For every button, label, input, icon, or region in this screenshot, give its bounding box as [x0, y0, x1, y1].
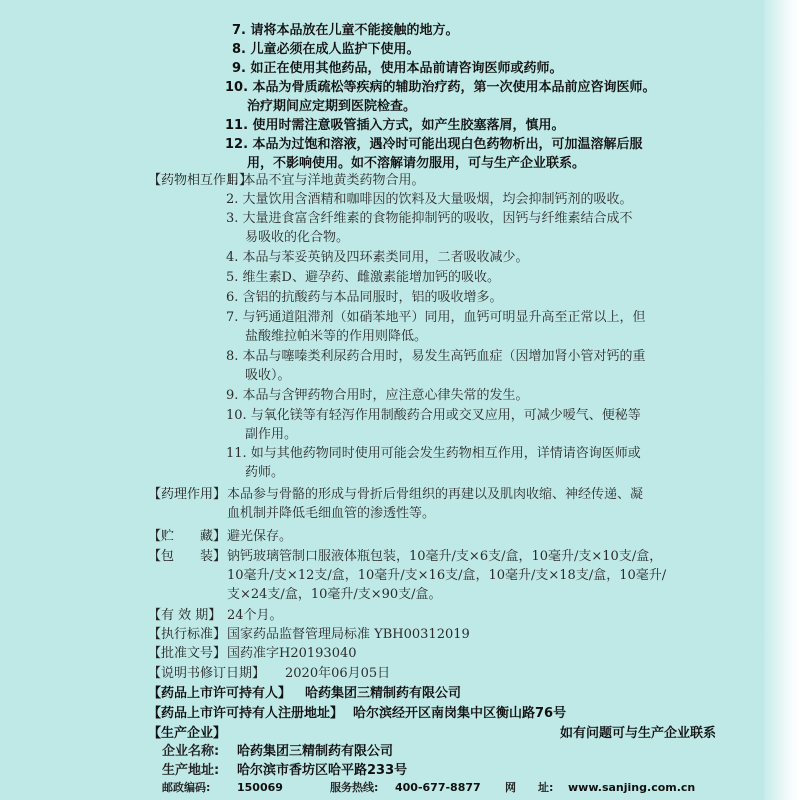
manufacturer-name-value: 哈药集团三精制药有限公司	[237, 744, 394, 759]
revision-value: 2020年06月05日	[285, 666, 391, 681]
section-label-mah: 【药品上市许可持有人】	[148, 686, 292, 701]
interaction-line: 吸收）。	[245, 368, 291, 383]
section-label-revision: 【说明书修订日期】	[148, 666, 266, 681]
packaging-line: 支×24支/盒，10毫升/支×90支/盒。	[227, 587, 442, 602]
section-label-mah-address: 【药品上市许可持有人注册地址】	[148, 706, 344, 721]
interaction-line: 3. 大量进食富含纤维素的食物能抑制钙的吸收，因钙与纤维素结合成不	[226, 211, 633, 226]
warning-line: 8. 儿童必须在成人监护下使用。	[232, 42, 420, 57]
manufacturer-name-label: 企业名称:	[162, 744, 220, 759]
section-label-interactions: 【药物相互作用】	[148, 173, 253, 188]
footer-note: 如有问题可与生产企业联系	[560, 726, 717, 741]
section-label-approval: 【批准文号】	[148, 646, 227, 661]
approval-value: 国药准字H20193040	[227, 646, 357, 661]
manufacturer-address-label: 生产地址:	[162, 763, 220, 778]
warning-line: 7. 请将本品放在儿童不能接触的地方。	[232, 23, 459, 38]
warning-line: 9. 如正在使用其他药品，使用本品前请咨询医师或药师。	[232, 61, 563, 76]
warning-line: 11. 使用时需注意吸管插入方式，如产生胶塞落屑，慎用。	[225, 118, 565, 133]
interaction-line: 11. 如与其他药物同时使用可能会发生药物相互作用，详情请咨询医师或	[226, 446, 641, 461]
interaction-line: 副作用。	[245, 427, 298, 442]
manufacturer-website-value: www.sanjing.com.cn	[568, 781, 696, 794]
pharmacology-line: 血机制并降低毛细血管的渗透性等。	[227, 506, 436, 521]
interaction-line: 2. 大量饮用含酒精和咖啡因的饮料及大量吸烟，均会抑制钙剂的吸收。	[226, 192, 633, 207]
section-label-manufacturer: 【生产企业】	[148, 726, 227, 741]
interaction-line: 1. 本品不宜与洋地黄类药物合用。	[226, 173, 425, 188]
interaction-line: 8. 本品与噻嗪类利尿药合用时，易发生高钙血症（因增加肾小管对钙的重	[226, 349, 646, 364]
manufacturer-address-value: 哈尔滨市香坊区哈平路233号	[237, 763, 408, 778]
manufacturer-hotline-value: 400-677-8877	[395, 781, 481, 794]
interaction-line: 10. 与氧化镁等有轻泻作用制酸药合用或交叉应用，可减少嗳气、便秘等	[226, 408, 641, 423]
warning-line: 治疗期间应定期到医院检查。	[247, 99, 417, 114]
manufacturer-postcode-label: 邮政编码:	[162, 781, 211, 794]
interaction-line: 7. 与钙通道阻滞剂（如硝苯地平）同用，血钙可明显升高至正常以上，但	[226, 310, 646, 325]
interaction-line: 6. 含铝的抗酸药与本品同服时，铝的吸收增多。	[226, 290, 503, 305]
manufacturer-postcode-value: 150069	[237, 781, 283, 794]
section-label-packaging: 【包 装】	[148, 549, 227, 564]
validity-value: 24个月。	[227, 608, 283, 623]
interaction-line: 盐酸维拉帕米等的作用则降低。	[245, 329, 428, 344]
interaction-line: 易吸收的化合物。	[245, 230, 350, 245]
interaction-line: 9. 本品与含钾药物合用时，应注意心律失常的发生。	[226, 388, 529, 403]
mah-value: 哈药集团三精制药有限公司	[305, 686, 462, 701]
interaction-line: 5. 维生素D、避孕药、雌激素能增加钙的吸收。	[226, 270, 500, 285]
interaction-line: 药师。	[245, 465, 285, 480]
section-label-validity: 【有 效 期】	[148, 608, 222, 623]
interaction-line: 4. 本品与苯妥英钠及四环素类同用，二者吸收减少。	[226, 250, 529, 265]
warning-line: 用，不影响使用。如不溶解请勿服用，可与生产企业联系。	[247, 156, 586, 171]
packaging-line: 钠钙玻璃管制口服液体瓶包装，10毫升/支×6支/盒，10毫升/支×10支/盒，	[227, 549, 663, 564]
packaging-line: 10毫升/支×12支/盒，10毫升/支×16支/盒，10毫升/支×18支/盒，10毫升/	[227, 568, 667, 583]
section-label-storage: 【贮 藏】	[148, 529, 227, 544]
warning-line: 10. 本品为骨质疏松等疾病的辅助治疗药，第一次使用本品前应咨询医师。	[225, 80, 656, 95]
standard-value: 国家药品监督管理局标准 YBH00312019	[227, 627, 470, 642]
mah-address-value: 哈尔滨经开区南岗集中区衡山路76号	[353, 706, 567, 721]
manufacturer-website-label: 网 址:	[505, 781, 554, 794]
section-label-pharmacology: 【药理作用】	[148, 487, 227, 502]
pharmacology-line: 本品参与骨骼的形成与骨折后骨组织的再建以及肌肉收缩、神经传递、凝	[227, 487, 644, 502]
storage-value: 避光保存。	[227, 529, 293, 544]
manufacturer-hotline-label: 服务热线:	[330, 781, 379, 794]
section-label-standard: 【执行标准】	[148, 627, 227, 642]
warning-line: 12. 本品为过饱和溶液，遇冷时可能出现白色药物析出，可加温溶解后服	[225, 137, 643, 152]
page-edge	[764, 0, 800, 800]
